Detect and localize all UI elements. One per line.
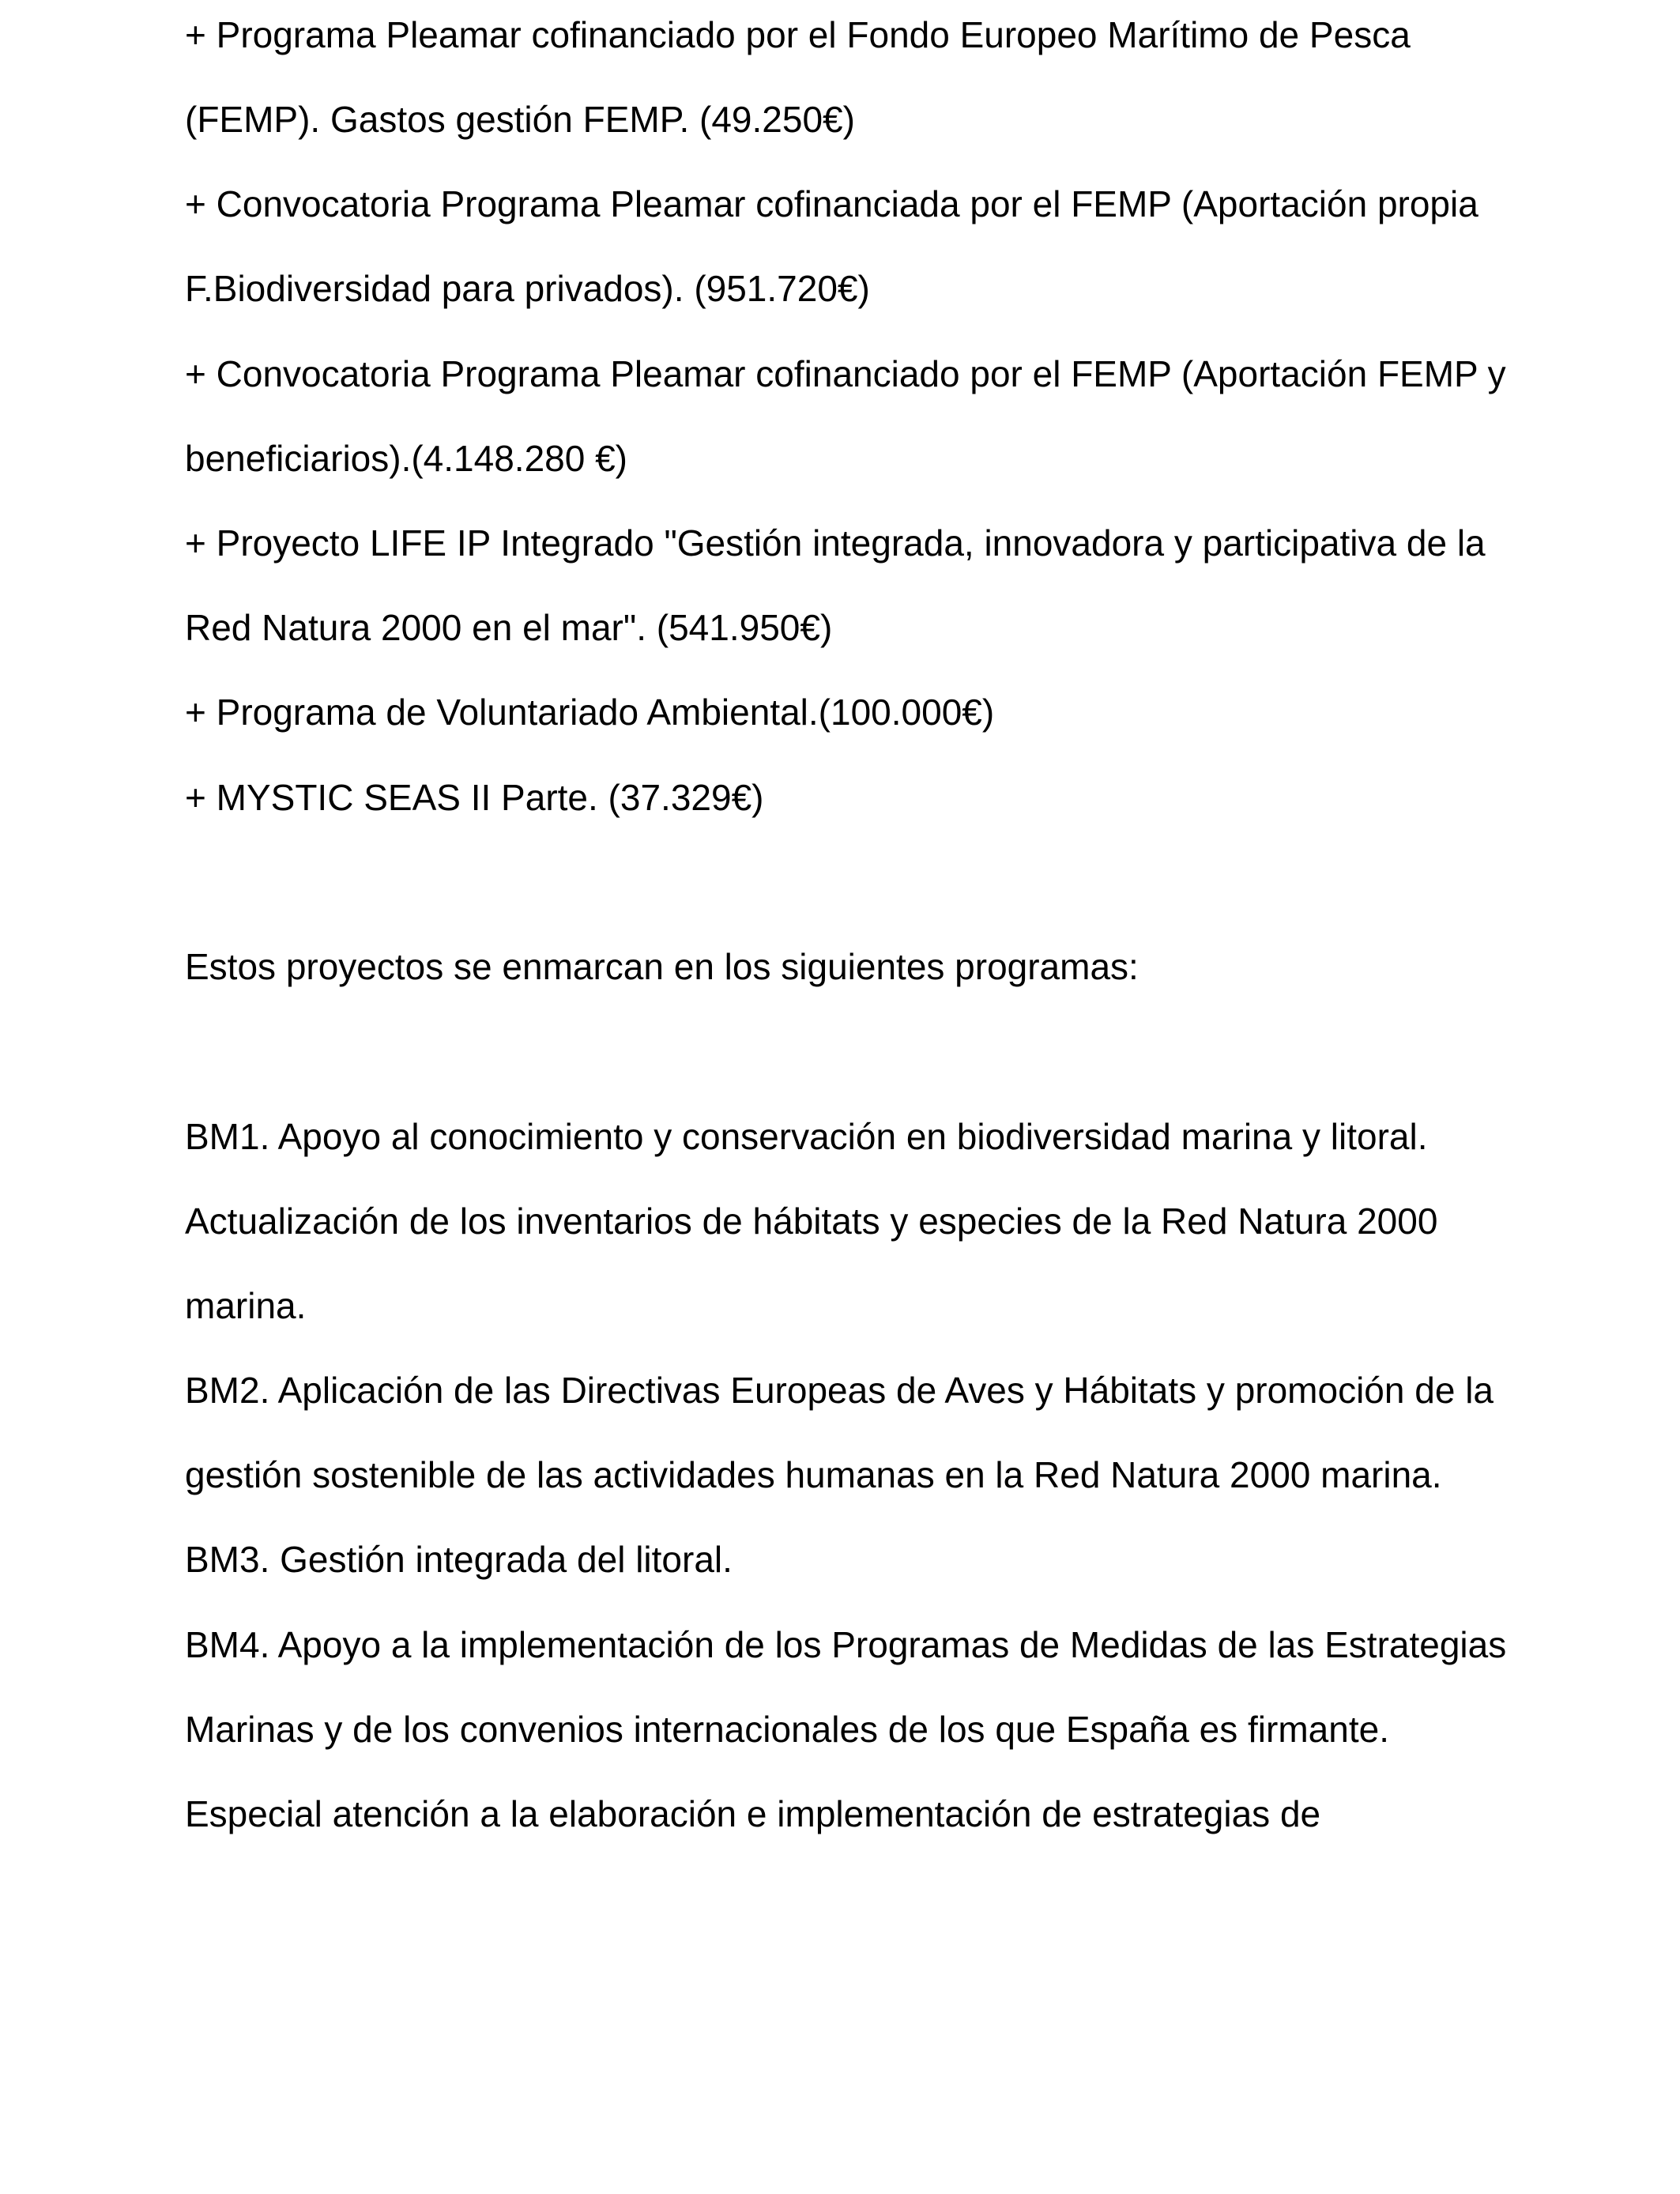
project-item-mystic-seas: + MYSTIC SEAS II Parte. (37.329€) <box>185 777 764 818</box>
project-item-pleamar-femp-line-2: (FEMP). Gastos gestión FEMP. (49.250€) <box>185 99 855 140</box>
programs-intro: Estos proyectos se enmarcan en los siguientes programas: <box>185 946 1139 987</box>
program-bm2-line-2: gestión sostenible de las actividades humanas en la Red Natura 2000 marina. <box>185 1454 1442 1495</box>
program-bm1-line-2: Actualización de los inventarios de hábitats y especies de la Red Natura 2000 <box>185 1201 1438 1242</box>
program-bm4-line-2: Marinas y de los convenios internacionales de los que España es firmante. <box>185 1709 1389 1750</box>
program-bm2-line-1: BM2. Aplicación de las Directivas Europeas de Aves y Hábitats y promoción de la <box>185 1370 1494 1411</box>
program-bm1-line-3: marina. <box>185 1285 307 1326</box>
project-item-convocatoria-propia-line-1: + Convocatoria Programa Pleamar cofinanciada por el FEMP (Aportación propia <box>185 183 1478 224</box>
project-item-convocatoria-propia-line-2: F.Biodiversidad para privados). (951.720€) <box>185 268 870 309</box>
project-item-convocatoria-femp-line-2: beneficiarios).(4.148.280 €) <box>185 438 627 479</box>
program-bm3-line-1: BM3. Gestión integrada del litoral. <box>185 1539 733 1580</box>
project-item-pleamar-femp-line-1: + Programa Pleamar cofinanciado por el Fondo Europeo Marítimo de Pesca <box>185 14 1411 55</box>
program-bm1-line-1: BM1. Apoyo al conocimiento y conservación en biodiversidad marina y litoral. <box>185 1116 1428 1157</box>
project-item-life-ip-line-1: + Proyecto LIFE IP Integrado "Gestión integrada, innovadora y participativa de la <box>185 522 1486 564</box>
program-bm4-line-1: BM4. Apoyo a la implementación de los Programas de Medidas de las Estrategias <box>185 1624 1507 1665</box>
program-bm4-line-3: Especial atención a la elaboración e implementación de estrategias de <box>185 1793 1321 1834</box>
project-item-convocatoria-femp-line-1: + Convocatoria Programa Pleamar cofinanciado por el FEMP (Aportación FEMP y <box>185 353 1506 394</box>
project-item-life-ip-line-2: Red Natura 2000 en el mar". (541.950€) <box>185 607 833 648</box>
project-item-voluntariado: + Programa de Voluntariado Ambiental.(100.000€) <box>185 692 995 733</box>
